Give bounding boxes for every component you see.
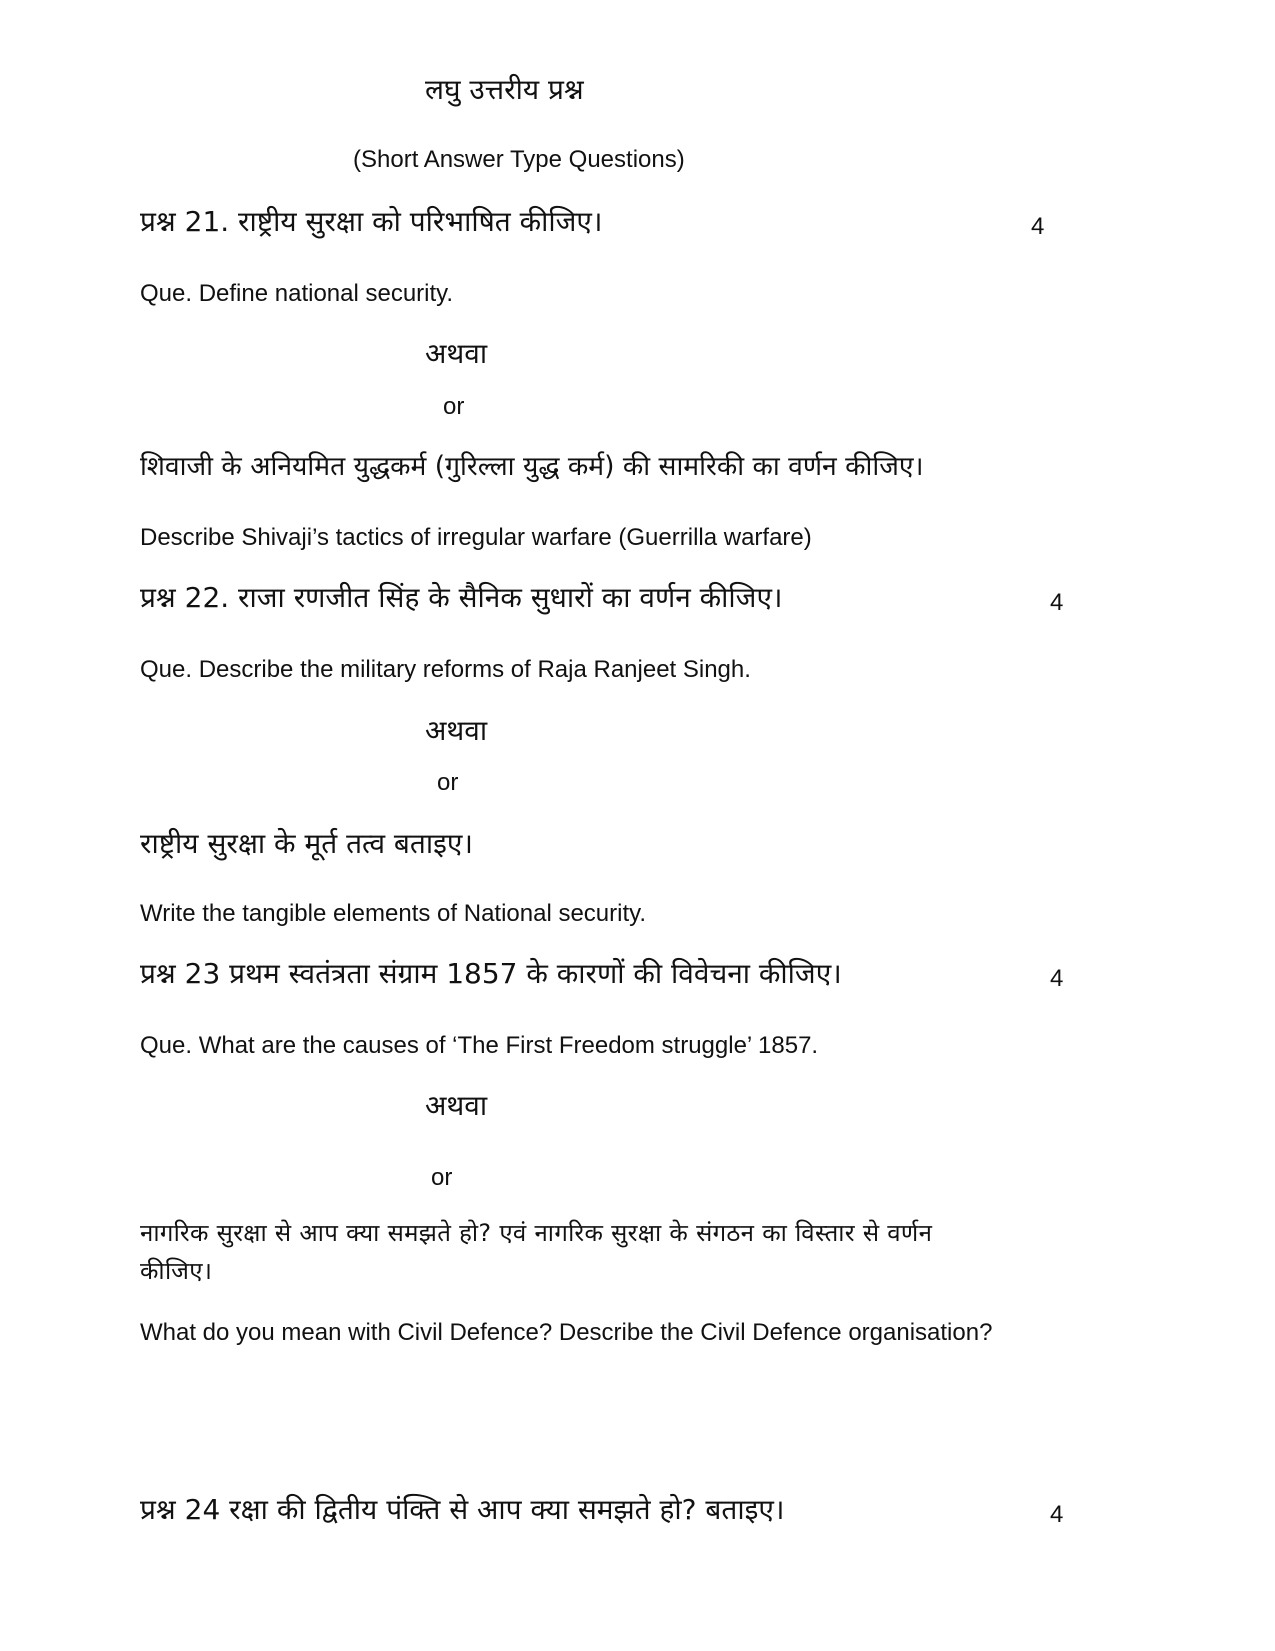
question-21-alternative-hindi: शिवाजी के अनियमित युद्धकर्म (गुरिल्ला युद्ध कर्म) की सामरिकी का वर्णन कीजिए। (140, 451, 924, 482)
question-23-or-hindi: अथवा (425, 1089, 488, 1122)
question-24-hindi: प्रश्न 24 रक्षा की द्वितीय पंक्ति से आप क्या समझते हो? बताइए। (140, 1493, 785, 1526)
question-22-or-hindi: अथवा (425, 714, 488, 747)
question-21-or-hindi: अथवा (425, 337, 488, 370)
heading-english: (Short Answer Type Questions) (353, 146, 685, 173)
question-21-hindi: प्रश्न 21. राष्ट्रीय सुरक्षा को परिभाषित कीजिए। (140, 205, 603, 238)
question-23-or-english: or (431, 1164, 453, 1191)
question-21-or-english: or (443, 393, 465, 420)
question-23-alternative-hindi-line-1: नागरिक सुरक्षा से आप क्या समझते हो? एवं नागरिक सुरक्षा के संगठन का विस्तार से वर्णन (140, 1219, 933, 1247)
question-23-hindi: प्रश्न 23 प्रथम स्वतंत्रता संग्राम 1857 के कारणों की विवेचना कीजिए। (140, 957, 842, 990)
question-22-marks: 4 (1050, 589, 1064, 616)
heading-hindi: लघु उत्तरीय प्रश्न (425, 73, 584, 106)
question-24-marks: 4 (1050, 1501, 1064, 1528)
question-23-english: Que. What are the causes of ‘The First Freedom struggle’ 1857. (140, 1032, 819, 1059)
question-22-english: Que. Describe the military reforms of Raja Ranjeet Singh. (140, 656, 751, 683)
question-23-alternative-hindi-line-2: कीजिए। (140, 1257, 213, 1285)
question-21-english: Que. Define national security. (140, 280, 454, 307)
question-22-alternative-hindi: राष्ट्रीय सुरक्षा के मूर्त तत्व बताइए। (140, 827, 473, 860)
question-23-marks: 4 (1050, 965, 1064, 992)
question-22-hindi: प्रश्न 22. राजा रणजीत सिंह के सैनिक सुधारों का वर्णन कीजिए। (140, 581, 783, 614)
question-21-alternative-english: Describe Shivaji’s tactics of irregular warfare (Guerrilla warfare) (140, 524, 812, 551)
question-22-or-english: or (437, 769, 459, 796)
question-22-alternative-english: Write the tangible elements of National security. (140, 900, 647, 927)
question-23-alternative-english: What do you mean with Civil Defence? Describe the Civil Defence organisation? (140, 1319, 993, 1346)
question-21-marks: 4 (1031, 213, 1045, 240)
